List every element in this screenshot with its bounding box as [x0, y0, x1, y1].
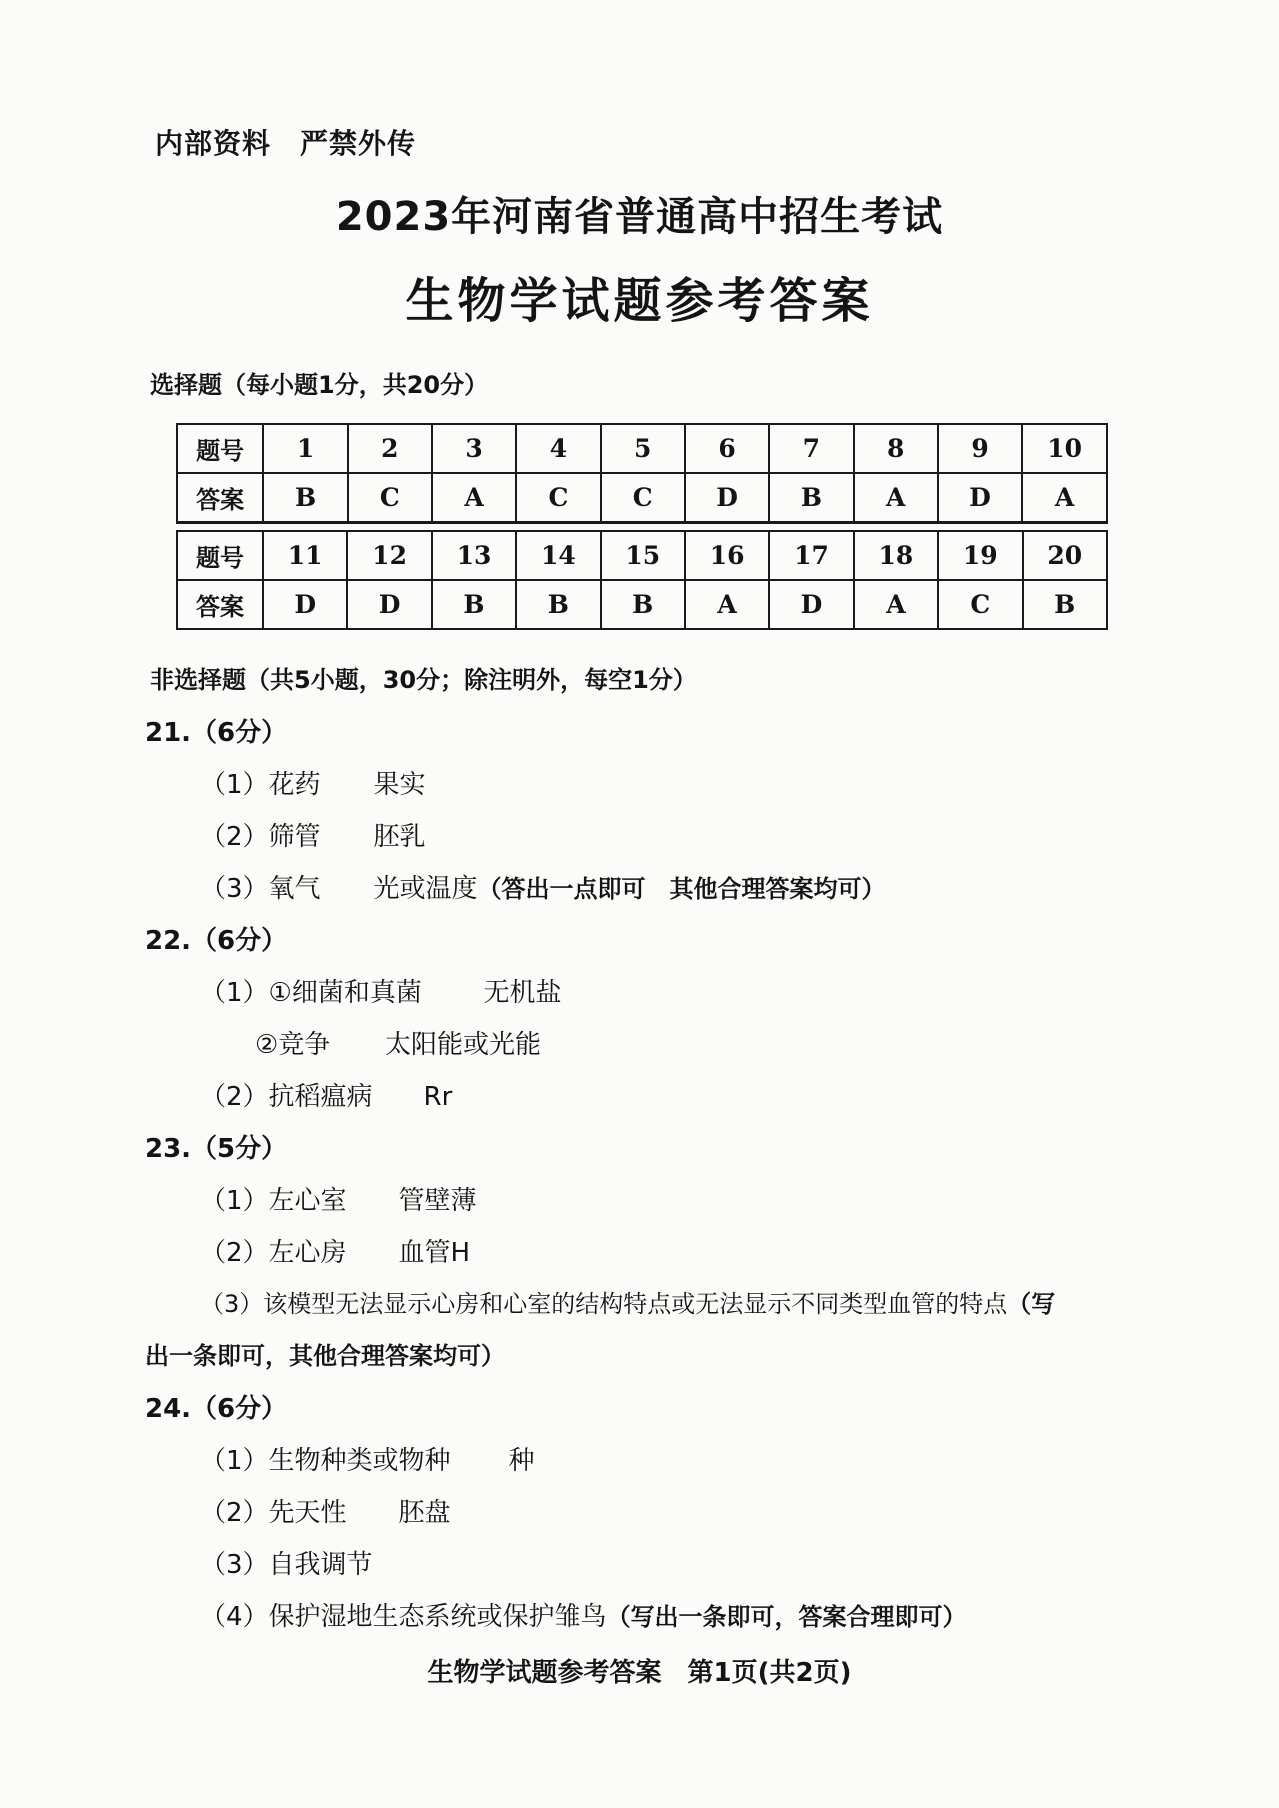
answer-text: 生物种类或物种 — [268, 1446, 451, 1476]
answer-text: ②竞争 — [255, 1030, 331, 1060]
answer-table-1 — [176, 423, 1108, 524]
question-number: 17 — [769, 531, 853, 580]
q23-part1 — [200, 1180, 477, 1217]
question-number: 13 — [432, 531, 516, 580]
answer-text: 太阳能或光能 — [385, 1030, 542, 1060]
answer-text: 抗稻瘟病 — [268, 1082, 373, 1112]
q23-title: 23.（5分） — [145, 1134, 288, 1164]
part-label: （3） — [200, 874, 269, 904]
answer-text: 氧气 — [268, 874, 321, 904]
answer-note: （答出一点即可 其他合理答案均可） — [477, 875, 886, 903]
answer-cell: D — [347, 580, 431, 629]
question-number: 4 — [516, 424, 600, 473]
question-number: 9 — [938, 424, 1022, 473]
q22-part2 — [200, 1076, 452, 1113]
part-label: （2） — [200, 822, 269, 852]
part-label: （2） — [200, 1082, 269, 1112]
question-number: 14 — [516, 531, 600, 580]
answer-text: 筛管 — [268, 822, 321, 852]
answer-text: 先天性 — [268, 1498, 347, 1528]
answer-text: 左心室 — [268, 1186, 347, 1216]
part-label: （1） — [200, 770, 269, 800]
row-label-num: 题号 — [177, 531, 263, 580]
answer-text: 果实 — [373, 770, 426, 800]
answer-cell: D — [769, 580, 853, 629]
answer-text: 光或温度 — [373, 874, 478, 904]
question-number: 6 — [685, 424, 769, 473]
question-number: 5 — [601, 424, 685, 473]
q22-title: 22.（6分） — [145, 926, 288, 956]
question-number: 20 — [1023, 531, 1108, 580]
question-number: 16 — [685, 531, 769, 580]
answer-cell: B — [769, 473, 853, 523]
q23-part3-cont — [145, 1336, 505, 1371]
page-footer: 生物学试题参考答案 第1页(共2页) — [427, 1658, 852, 1688]
answer-cell: B — [1023, 580, 1108, 629]
part-label: （1） — [200, 1186, 269, 1216]
question-number: 1 — [263, 424, 347, 473]
answer-note: 出一条即可，其他合理答案均可） — [145, 1342, 505, 1370]
answer-text: 种 — [508, 1446, 535, 1476]
answer-text: 自我调节 — [268, 1550, 373, 1580]
part-label: （4） — [200, 1602, 269, 1632]
part-label: （1） — [200, 1446, 269, 1476]
table-row — [177, 473, 1107, 523]
answer-cell: C — [348, 473, 432, 523]
answer-cell: A — [854, 473, 938, 523]
answer-text: Rr — [423, 1082, 453, 1112]
answer-text: 管壁薄 — [398, 1186, 477, 1216]
question-number: 7 — [769, 424, 853, 473]
nonchoice-heading: 非选择题（共5小题，30分；除注明外，每空1分） — [150, 666, 697, 694]
answer-cell: D — [263, 580, 347, 629]
answer-cell: B — [263, 473, 347, 523]
q24-part3 — [200, 1544, 373, 1581]
answer-note: （写出一条即可，答案合理即可） — [606, 1603, 967, 1631]
choice-heading: 选择题（每小题1分，共20分） — [150, 371, 489, 399]
question-number: 3 — [432, 424, 516, 473]
q21-part1 — [200, 764, 426, 801]
answer-cell: C — [938, 580, 1022, 629]
q21-title: 21.（6分） — [145, 718, 288, 748]
q24-part4 — [200, 1596, 967, 1633]
answer-text: 花药 — [268, 770, 321, 800]
answer-text: 该模型无法显示心房和心室的结构特点或无法显示不同类型血管的特点 — [263, 1290, 1008, 1318]
q24-part1 — [200, 1440, 535, 1477]
answer-cell: A — [1022, 473, 1107, 523]
exam-title: 2023年河南省普通高中招生考试 — [335, 194, 944, 240]
answer-text: 血管H — [398, 1238, 471, 1268]
question-number: 12 — [347, 531, 431, 580]
q22-part1b — [255, 1024, 541, 1061]
answer-cell: C — [516, 473, 600, 523]
answer-text: ①细菌和真菌 — [268, 978, 422, 1008]
part-label: （2） — [200, 1238, 269, 1268]
row-label-ans: 答案 — [177, 473, 263, 523]
answer-text: 胚盘 — [398, 1498, 451, 1528]
part-label: （3） — [200, 1550, 269, 1580]
answer-cell: D — [685, 473, 769, 523]
confidential-notice: 内部资料 严禁外传 — [155, 127, 417, 160]
question-number: 10 — [1022, 424, 1107, 473]
part-label: （2） — [200, 1498, 269, 1528]
row-label-ans: 答案 — [177, 580, 263, 629]
answer-note: （写 — [1007, 1290, 1056, 1318]
q21-part2 — [200, 816, 426, 853]
answer-text: 左心房 — [268, 1238, 347, 1268]
part-label: （3） — [200, 1290, 264, 1318]
answer-text: 保护湿地生态系统或保护雏鸟 — [268, 1602, 607, 1632]
q23-part2 — [200, 1232, 470, 1269]
q24-title: 24.（6分） — [145, 1394, 288, 1424]
answer-cell: A — [685, 580, 769, 629]
answer-cell: D — [938, 473, 1022, 523]
q22-part1 — [200, 972, 562, 1009]
question-number: 11 — [263, 531, 347, 580]
answer-text: 无机盐 — [483, 978, 562, 1008]
part-label: （1） — [200, 978, 269, 1008]
row-label-num: 题号 — [177, 424, 263, 473]
answer-cell: B — [601, 580, 685, 629]
q24-part2 — [200, 1492, 451, 1529]
answer-cell: B — [432, 580, 516, 629]
q23-part3 — [200, 1284, 1055, 1319]
answer-cell: A — [432, 473, 516, 523]
question-number: 18 — [854, 531, 938, 580]
question-number: 19 — [938, 531, 1022, 580]
question-number: 2 — [348, 424, 432, 473]
answer-table-2 — [176, 530, 1108, 630]
answer-cell: A — [854, 580, 938, 629]
question-number: 15 — [601, 531, 685, 580]
answer-cell: B — [516, 580, 600, 629]
question-number: 8 — [854, 424, 938, 473]
answer-cell: C — [601, 473, 685, 523]
table-row — [177, 531, 1107, 580]
exam-subtitle: 生物学试题参考答案 — [405, 273, 874, 329]
answer-text: 胚乳 — [373, 822, 426, 852]
table-row — [177, 424, 1107, 473]
q21-part3 — [200, 868, 886, 905]
table-row — [177, 580, 1107, 629]
